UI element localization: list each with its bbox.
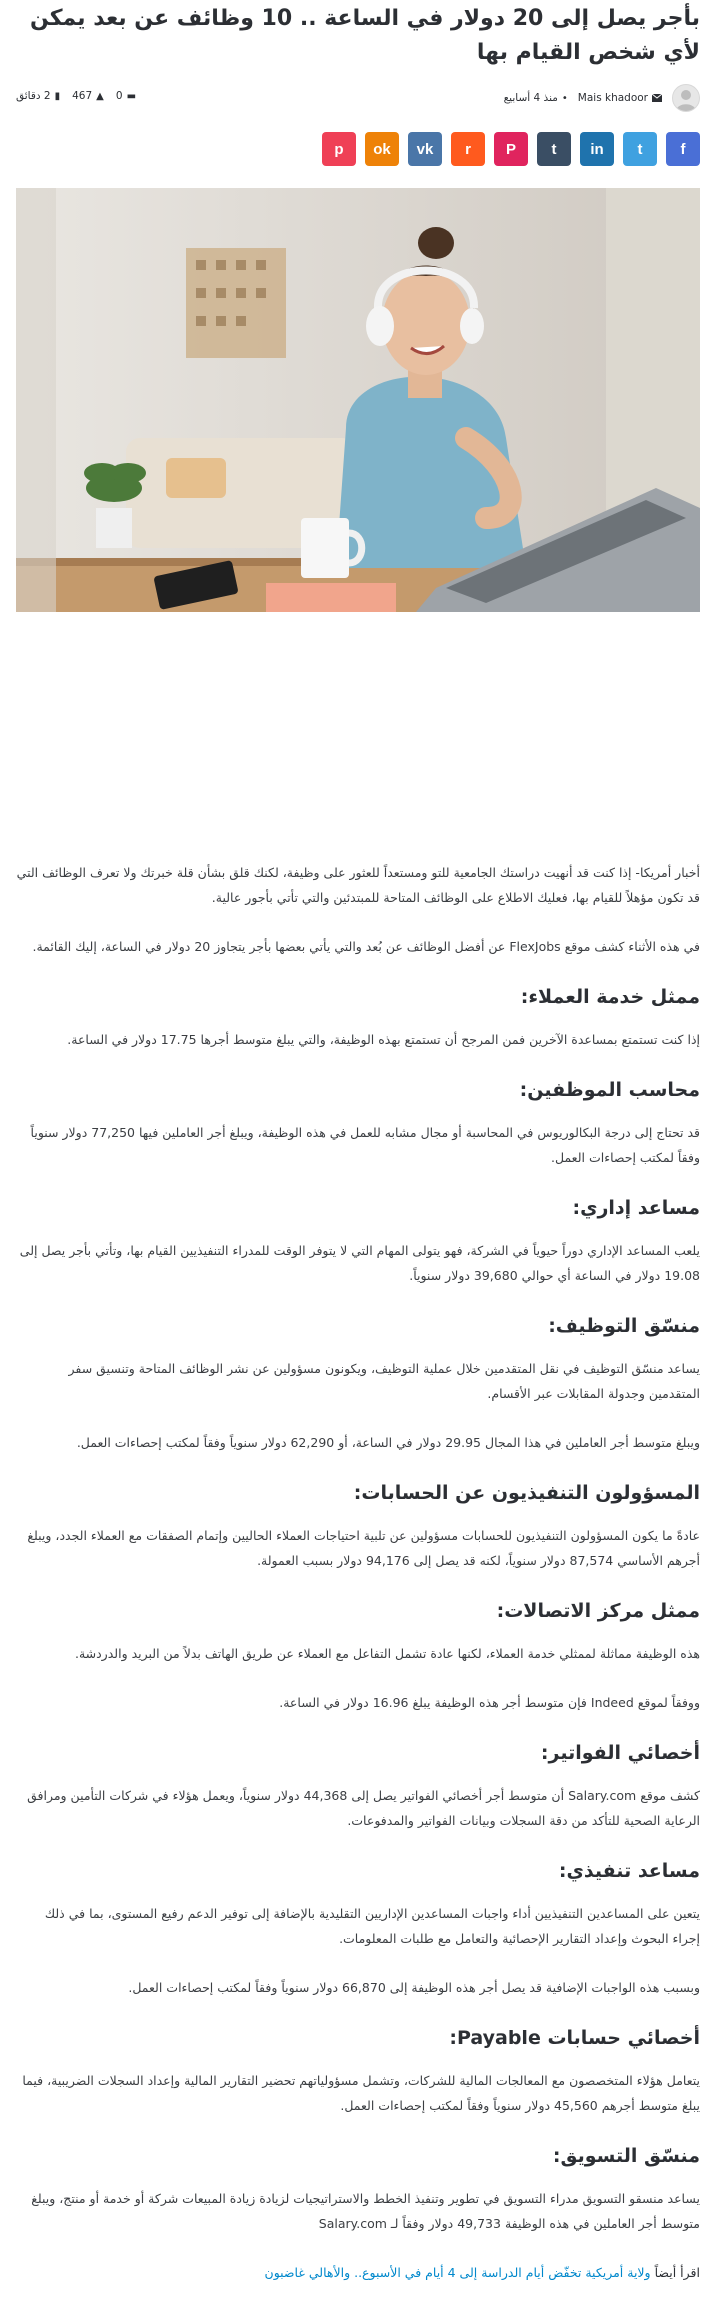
section-paragraph: عادةً ما يكون المسؤولون التنفيذيون للحسابات مسؤولين عن تلبية احتياجات العملاء الحاليين وإتمام الصفقات مع العملاء الجدد، ويبلغ أجرهم الأساسي 87,574 دولار سنوياً، لكنه قد يصل إلى 94,176 دولار بسبب العمولة. — [27, 1528, 700, 1568]
section-heading: مساعد إداري: — [572, 1197, 700, 1219]
section-heading: منسّق التوظيف: — [548, 1315, 700, 1337]
section-heading: محاسب الموظفين: — [519, 1079, 700, 1101]
related-article-link[interactable] — [16, 2260, 700, 2285]
section-paragraph: يساعد منسّق التوظيف في نقل المتقدمين خلال عملية التوظيف، ويكونون مسؤولين عن نشر الوظائف المتاحة وتنسيق سفر المتقدمين وجدولة المقابلات عبر الأقسام. — [68, 1361, 700, 1401]
share-reddit-button[interactable] — [451, 132, 485, 166]
comments-count-text[interactable]: 0 — [115, 90, 123, 102]
woman-headphones-laptop-illustration — [16, 188, 700, 612]
section-heading: ممثل خدمة العملاء: — [520, 986, 700, 1008]
section-paragraph: يتعامل هؤلاء المتخصصون مع المعالجات المالية للشركات، وتشمل مسؤولياتهم تحضير التقارير المالية وإعداد السجلات الضريبية، فيما يبلغ متوسط أجرهم 45,560 دولار سنوياً وفقاً لمكتب إحصاءات العمل. — [22, 2073, 700, 2113]
twitter-icon: t — [637, 140, 643, 158]
section-paragraph: ووفقاً لموقع Indeed فإن متوسط أجر هذه الوظيفة يبلغ 16.96 دولار في الساعة. — [279, 1695, 700, 1710]
section-paragraph: وبسبب هذه الواجبات الإضافية قد يصل أجر هذه الوظيفة إلى 66,870 دولار سنوياً وفقاً لمكتب إحصاءات العمل. — [128, 1980, 700, 1995]
section-paragraph: يلعب المساعد الإداري دوراً حيوياً في الشركة، فهو يتولى المهام التي لا يتوفر الوقت للمدراء التنفيذيين القيام بها، وتأتي بأجر يصل إلى 19.08 دولار في الساعة أي حوالي 39,680 دولار سنوياً. — [19, 1243, 700, 1283]
views-count-text: 467 — [72, 90, 93, 102]
post-date — [504, 92, 568, 104]
tumblr-icon: t — [551, 140, 557, 158]
pinterest-icon: P — [506, 140, 517, 158]
fire-icon: ▲ — [96, 90, 104, 102]
bookmark-icon: ▮ — [54, 90, 61, 102]
share-pocket-button[interactable] — [322, 132, 356, 166]
featured-image — [16, 188, 700, 612]
share-odnoklassniki-button[interactable] — [365, 132, 399, 166]
share-linkedin-button[interactable] — [580, 132, 614, 166]
section-heading: ممثل مركز الاتصالات: — [496, 1600, 700, 1622]
author-name[interactable]: Mais khadoor — [577, 92, 648, 104]
section-heading: مساعد تنفيذي: — [558, 1860, 700, 1882]
section-paragraph: إذا كنت تستمتع بمساعدة الآخرين فمن المرجح أن تستمتع بهذه الوظيفة، والتي يبلغ متوسط أجرها 17.75 دولار في الساعة. — [67, 1032, 700, 1047]
ad-placeholder — [16, 612, 700, 860]
article-body — [16, 860, 700, 2285]
clock-icon: • — [561, 92, 568, 104]
section-paragraph: ويبلغ متوسط أجر العاملين في هذا المجال 29.95 دولار في الساعة، أو 62,290 دولار سنوياً وفقاً لمكتب إحصاءات العمل. — [76, 1435, 700, 1450]
comments-count[interactable] — [116, 90, 136, 102]
section-paragraph: يساعد منسقو التسويق مدراء التسويق في تطوير وتنفيذ الخطط والاستراتيجيات لزيادة زيادة المبيعات شركة أو خدمة أو منتج، ويبلغ متوسط أجر العاملين في هذه الوظيفة 49,733 دولار وفقاً لـ Salary.com — [31, 2191, 700, 2231]
post-date-text: منذ 4 أسابيع — [503, 92, 558, 104]
author-avatar[interactable] — [672, 84, 700, 112]
read-time — [16, 90, 60, 102]
share-tumblr-button[interactable] — [537, 132, 571, 166]
views-count — [72, 90, 104, 102]
author-link[interactable] — [578, 92, 662, 104]
article-meta — [16, 78, 700, 118]
section-paragraph: كشف موقع Salary.com أن متوسط أجر أخصائي الفواتير يصل إلى 44,368 دولار سنوياً، ويعمل هؤلاء في شركات التأمين ومرافق الرعاية الصحية للتأكد من دقة السجلات وبيانات الفواتير والمدفوعات. — [27, 1788, 700, 1828]
intro-paragraph-2: في هذه الأثناء كشف موقع FlexJobs عن أفضل الوظائف عن بُعد والتي يأتي بعضها بأجر يتجاوز 20 دولار في الساعة، إليك القائمة. — [32, 939, 700, 954]
section-paragraph: يتعين على المساعدين التنفيذيين أداء واجبات المساعدين الإداريين التقليدية بالإضافة إلى توفير الدعم رفيع المستوى، بما في ذلك إجراء البحوث وإعداد التقارير الإحصائية والتعامل مع طلبات المعلومات. — [44, 1906, 700, 1946]
linkedin-icon: in — [590, 140, 604, 158]
vk-icon: vk — [416, 140, 434, 158]
facebook-icon: f — [680, 140, 686, 158]
comment-icon: ▬ — [126, 90, 137, 102]
share-vk-button[interactable] — [408, 132, 442, 166]
section-paragraph: هذه الوظيفة مماثلة لممثلي خدمة العملاء، لكنها عادة تشمل التفاعل مع العملاء عن طريق الهاتف بدلاً من البريد والدردشة. — [74, 1646, 700, 1661]
read-time-text: 2 دقائق — [16, 90, 51, 102]
section-heading: منسّق التسويق: — [552, 2145, 700, 2167]
section-paragraph: قد تحتاج إلى درجة البكالوريوس في المحاسبة أو مجال مشابه للعمل في هذه الوظيفة، ويبلغ أجر العاملين فيها 77,250 دولار سنوياً وفقاً لمكتب إحصاءات العمل. — [30, 1125, 700, 1165]
user-icon — [673, 85, 699, 111]
share-buttons — [16, 132, 700, 166]
share-pinterest-button[interactable] — [494, 132, 528, 166]
related-prefix: اقرأ أيضاً — [654, 2265, 700, 2280]
article-title: بأجر يصل إلى 20 دولار في الساعة .. 10 وظائف عن بعد يمكن لأي شخص القيام بها — [29, 6, 700, 65]
section-heading: أخصائي الفواتير: — [540, 1742, 700, 1764]
envelope-icon — [652, 94, 662, 102]
pocket-icon: p — [334, 140, 344, 158]
intro-paragraph-1: أخبار أمريكا- إذا كنت قد أنهيت دراستك الجامعية للتو ومستعداً للعثور على وظيفة، لكنك قلق بشأن قلة خبرتك ولا تعرف الوظائف التي قد تكون مؤهلاً للقيام بها، فعليك الاطلاع على الوظائف المتاحة للمبتدئين والتي تأتي بأجور عالية. — [16, 865, 700, 905]
section-heading: المسؤولون التنفيذيون عن الحسابات: — [353, 1482, 700, 1504]
share-facebook-button[interactable] — [666, 132, 700, 166]
reddit-icon: r — [465, 140, 471, 158]
odnoklassniki-icon: ok — [373, 140, 391, 158]
section-heading: أخصائي حسابات Payable: — [449, 2027, 700, 2049]
share-twitter-button[interactable] — [623, 132, 657, 166]
related-title[interactable]: ولاية أمريكية تخفّض أيام الدراسة إلى 4 أيام في الأسبوع.. والأهالي غاضبون — [264, 2265, 651, 2280]
